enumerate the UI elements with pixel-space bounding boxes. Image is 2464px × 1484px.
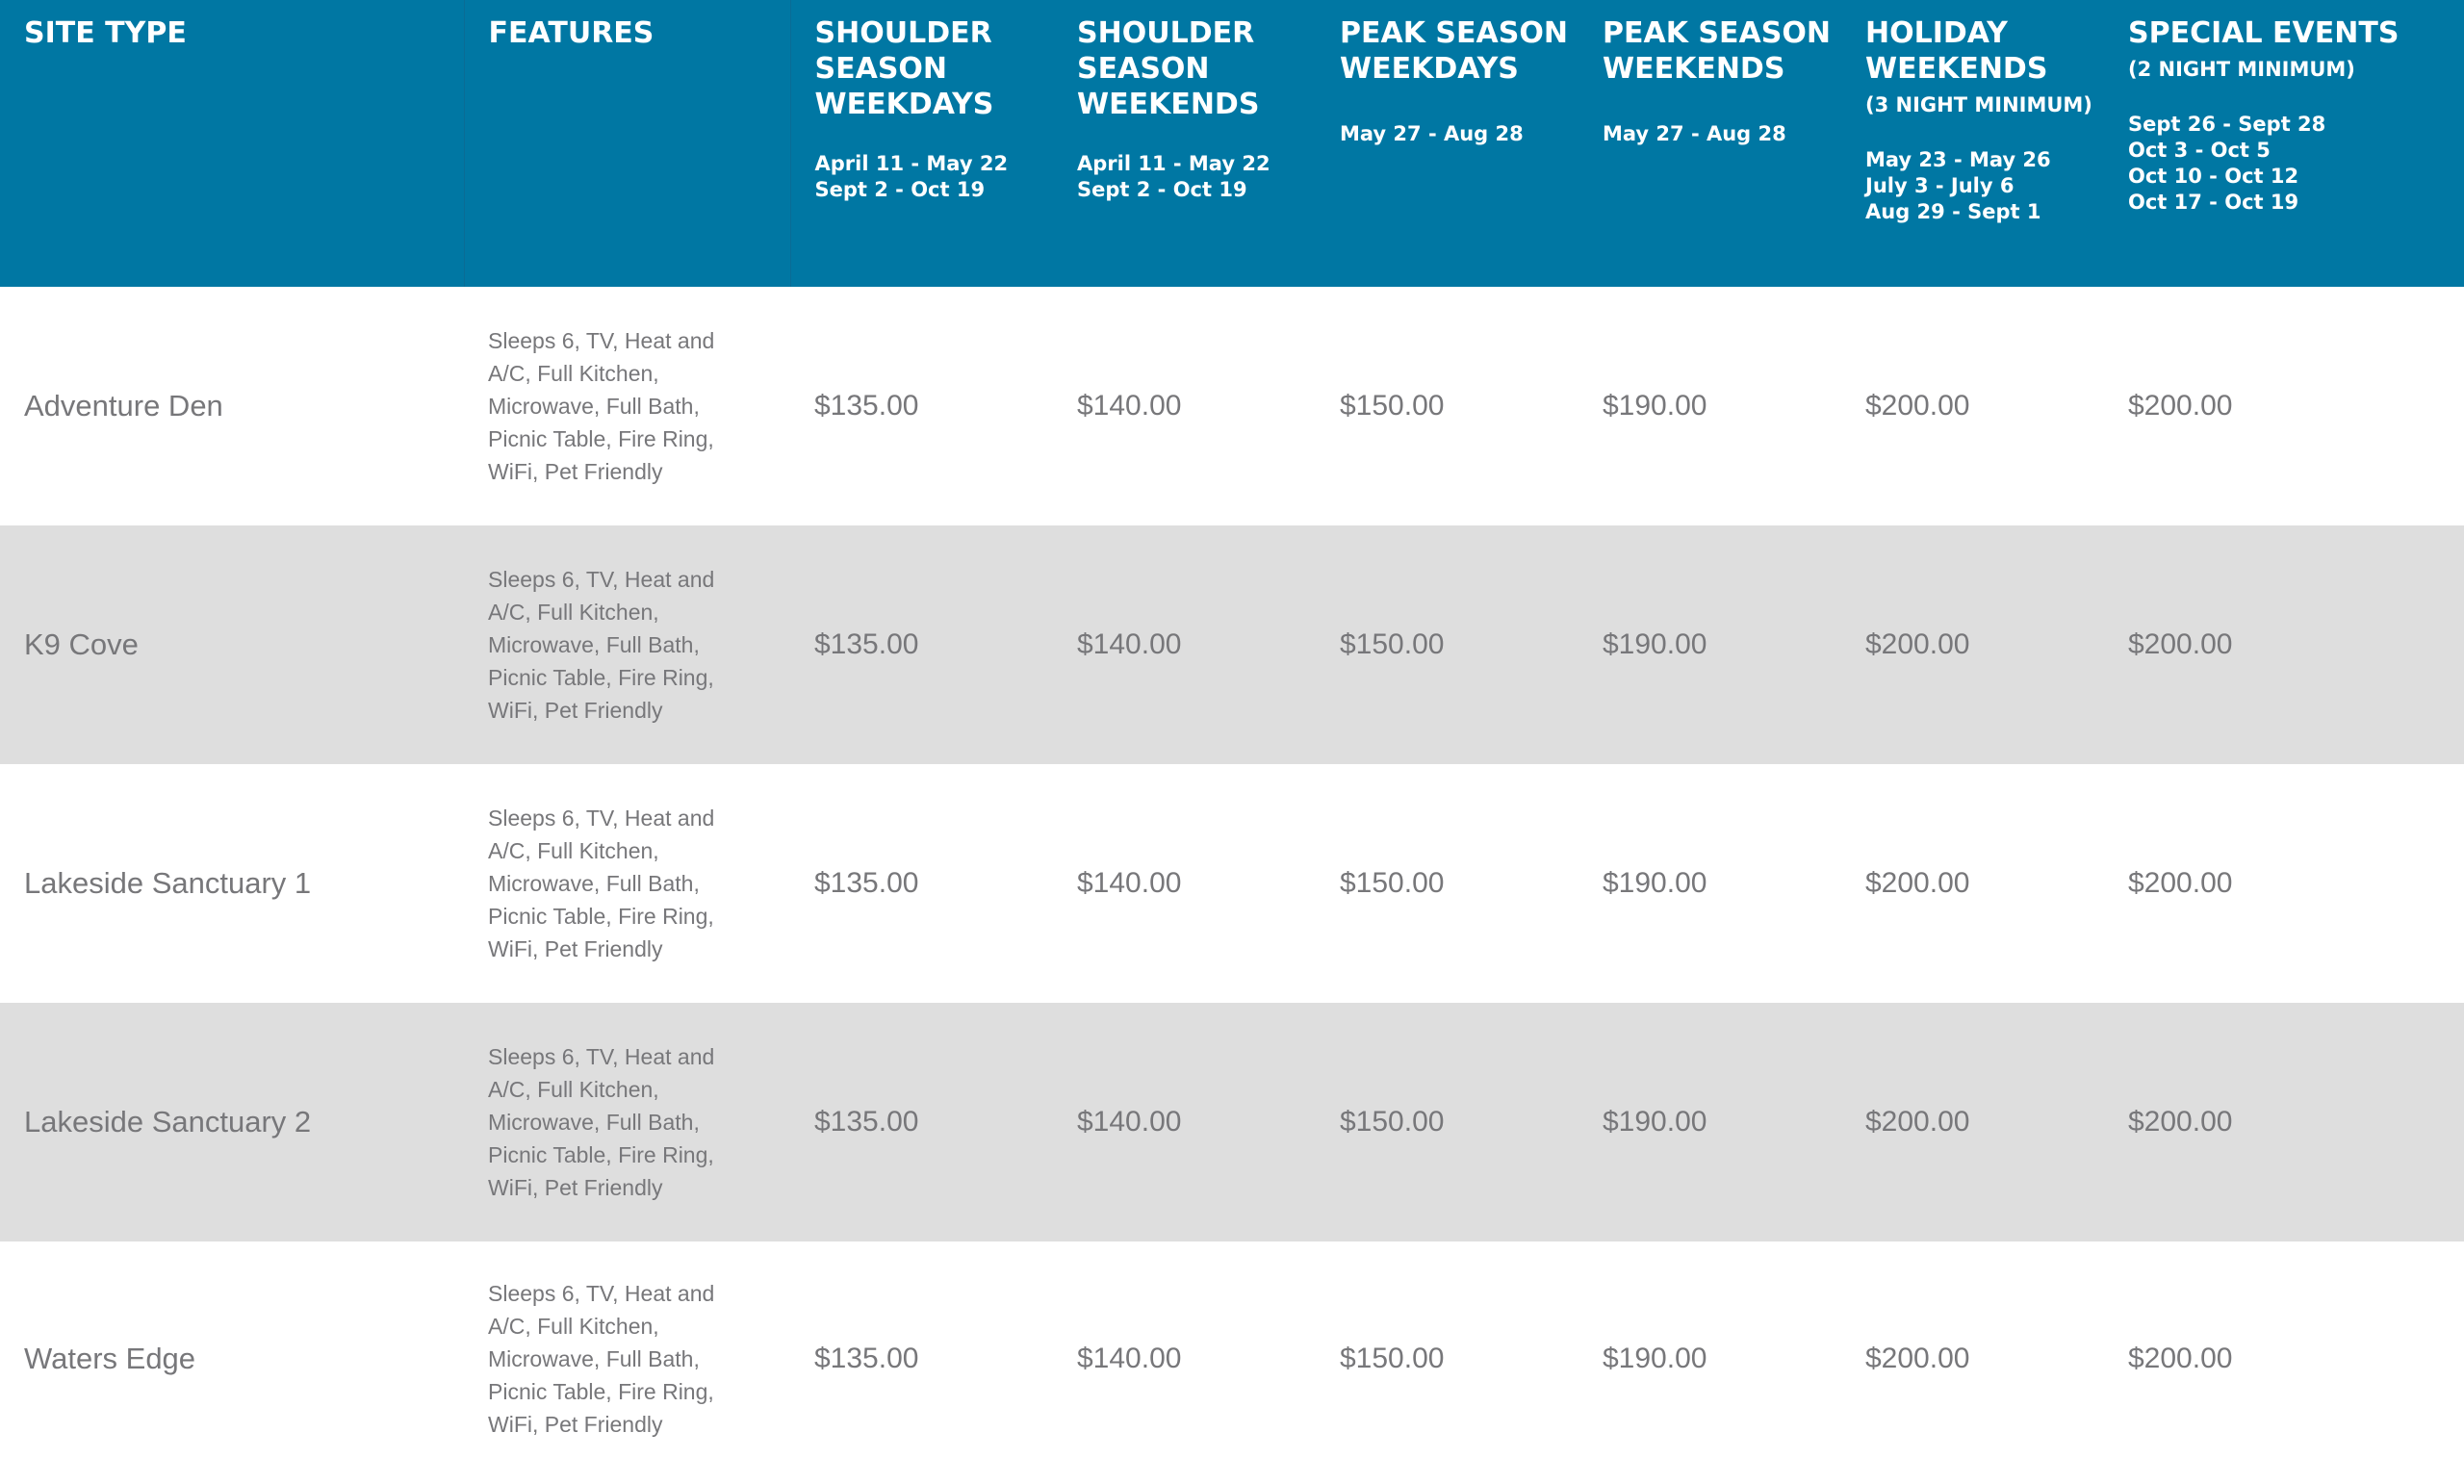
rate-shoulder-weekdays: $135.00 [814, 1106, 919, 1138]
date-range: Oct 10 - Oct 12 [2128, 165, 2299, 188]
site-features: Sleeps 6, TV, Heat and A/C, Full Kitchen, Microwave, Full Bath, Picnic Table, Fire Ring, WiFi, Pet Friendly [488, 1281, 715, 1437]
table-row [0, 287, 2464, 525]
header-shoulder-weekends-dates [1077, 151, 1310, 203]
rate-shoulder-weekdays: $135.00 [814, 867, 919, 899]
rate-peak-weekdays: $150.00 [1340, 1106, 1445, 1138]
header-special-events [2104, 0, 2464, 287]
date-range: May 23 - May 26 [1865, 148, 2051, 171]
rate-peak-weekdays: $150.00 [1340, 867, 1445, 899]
rate-shoulder-weekdays: $135.00 [814, 390, 919, 422]
rate-shoulder-weekends: $140.00 [1077, 1343, 1182, 1374]
rate-peak-weekdays: $150.00 [1340, 390, 1445, 422]
rate-shoulder-weekends: $140.00 [1077, 390, 1182, 422]
rate-peak-weekdays: $150.00 [1340, 628, 1445, 660]
rate-special-events: $200.00 [2128, 628, 2233, 660]
table-row [0, 525, 2464, 764]
rate-holiday-weekends: $200.00 [1865, 628, 1970, 660]
date-range: April 11 - May 22 [814, 152, 1009, 175]
table-row [0, 764, 2464, 1003]
date-range: Sept 26 - Sept 28 [2128, 113, 2326, 136]
date-range: May 27 - Aug 28 [1340, 122, 1524, 145]
rate-peak-weekends: $190.00 [1603, 1343, 1707, 1374]
rate-peak-weekends: $190.00 [1603, 628, 1707, 660]
table-row [0, 1241, 2464, 1476]
header-peak-weekdays [1316, 0, 1578, 287]
rate-holiday-weekends: $200.00 [1865, 867, 1970, 899]
rate-peak-weekdays: $150.00 [1340, 1343, 1445, 1374]
header-holiday-weekends [1841, 0, 2104, 287]
date-range: Aug 29 - Sept 1 [1865, 200, 2041, 223]
rate-shoulder-weekdays: $135.00 [814, 1343, 919, 1374]
header-site-type-title: SITE TYPE [24, 16, 187, 50]
site-name: Adventure Den [24, 389, 223, 422]
header-features [464, 0, 790, 287]
header-holiday-weekends-dates [1865, 147, 2098, 225]
date-range: April 11 - May 22 [1077, 152, 1270, 175]
header-special-events-title: SPECIAL EVENTS [2128, 16, 2400, 50]
date-range: Sept 2 - Oct 19 [1077, 178, 1247, 201]
site-name: Waters Edge [24, 1342, 196, 1375]
date-range: Sept 2 - Oct 19 [814, 178, 986, 201]
header-shoulder-weekends [1053, 0, 1316, 287]
date-range: Oct 17 - Oct 19 [2128, 191, 2299, 214]
header-features-title: FEATURES [488, 16, 654, 50]
rate-peak-weekends: $190.00 [1603, 390, 1707, 422]
date-range: Oct 3 - Oct 5 [2128, 139, 2271, 162]
rate-peak-weekends: $190.00 [1603, 1106, 1707, 1138]
date-range: May 27 - Aug 28 [1603, 122, 1786, 145]
header-site-type [0, 0, 464, 287]
header-special-events-dates [2128, 112, 2458, 216]
header-shoulder-weekdays-title: SHOULDER SEASON WEEKDAYS [814, 16, 994, 121]
header-holiday-weekends-title: HOLIDAY WEEKENDS [1865, 16, 2048, 86]
rate-special-events: $200.00 [2128, 1106, 2233, 1138]
header-holiday-weekends-note: (3 NIGHT MINIMUM) [1865, 93, 2092, 116]
rate-holiday-weekends: $200.00 [1865, 1106, 1970, 1138]
site-name: K9 Cove [24, 627, 139, 661]
rate-holiday-weekends: $200.00 [1865, 390, 1970, 422]
header-special-events-note: (2 NIGHT MINIMUM) [2128, 58, 2355, 81]
rate-special-events: $200.00 [2128, 1343, 2233, 1374]
date-range: July 3 - July 6 [1865, 174, 2015, 197]
header-peak-weekends-title: PEAK SEASON WEEKENDS [1603, 16, 1831, 86]
rate-special-events: $200.00 [2128, 390, 2233, 422]
header-shoulder-weekdays [790, 0, 1053, 287]
rate-holiday-weekends: $200.00 [1865, 1343, 1970, 1374]
site-features: Sleeps 6, TV, Heat and A/C, Full Kitchen, Microwave, Full Bath, Picnic Table, Fire Ring, WiFi, Pet Friendly [488, 328, 715, 484]
rate-shoulder-weekends: $140.00 [1077, 867, 1182, 899]
rate-shoulder-weekdays: $135.00 [814, 628, 919, 660]
rate-special-events: $200.00 [2128, 867, 2233, 899]
table-row [0, 1003, 2464, 1241]
site-name: Lakeside Sanctuary 2 [24, 1105, 312, 1139]
site-features: Sleeps 6, TV, Heat and A/C, Full Kitchen, Microwave, Full Bath, Picnic Table, Fire Ring, WiFi, Pet Friendly [488, 567, 715, 723]
header-peak-weekdays-dates [1340, 121, 1573, 147]
header-shoulder-weekends-title: SHOULDER SEASON WEEKENDS [1077, 16, 1260, 121]
rate-peak-weekends: $190.00 [1603, 867, 1707, 899]
site-name: Lakeside Sanctuary 1 [24, 866, 312, 900]
header-shoulder-weekdays-dates [815, 151, 1048, 203]
header-peak-weekdays-title: PEAK SEASON WEEKDAYS [1340, 16, 1568, 86]
rate-shoulder-weekends: $140.00 [1077, 628, 1182, 660]
rate-shoulder-weekends: $140.00 [1077, 1106, 1182, 1138]
site-features: Sleeps 6, TV, Heat and A/C, Full Kitchen, Microwave, Full Bath, Picnic Table, Fire Ring, WiFi, Pet Friendly [488, 1044, 715, 1200]
header-peak-weekends [1578, 0, 1841, 287]
site-features: Sleeps 6, TV, Heat and A/C, Full Kitchen, Microwave, Full Bath, Picnic Table, Fire Ring, WiFi, Pet Friendly [488, 806, 715, 961]
table-header-row [0, 0, 2464, 287]
header-peak-weekends-dates [1603, 121, 1835, 147]
